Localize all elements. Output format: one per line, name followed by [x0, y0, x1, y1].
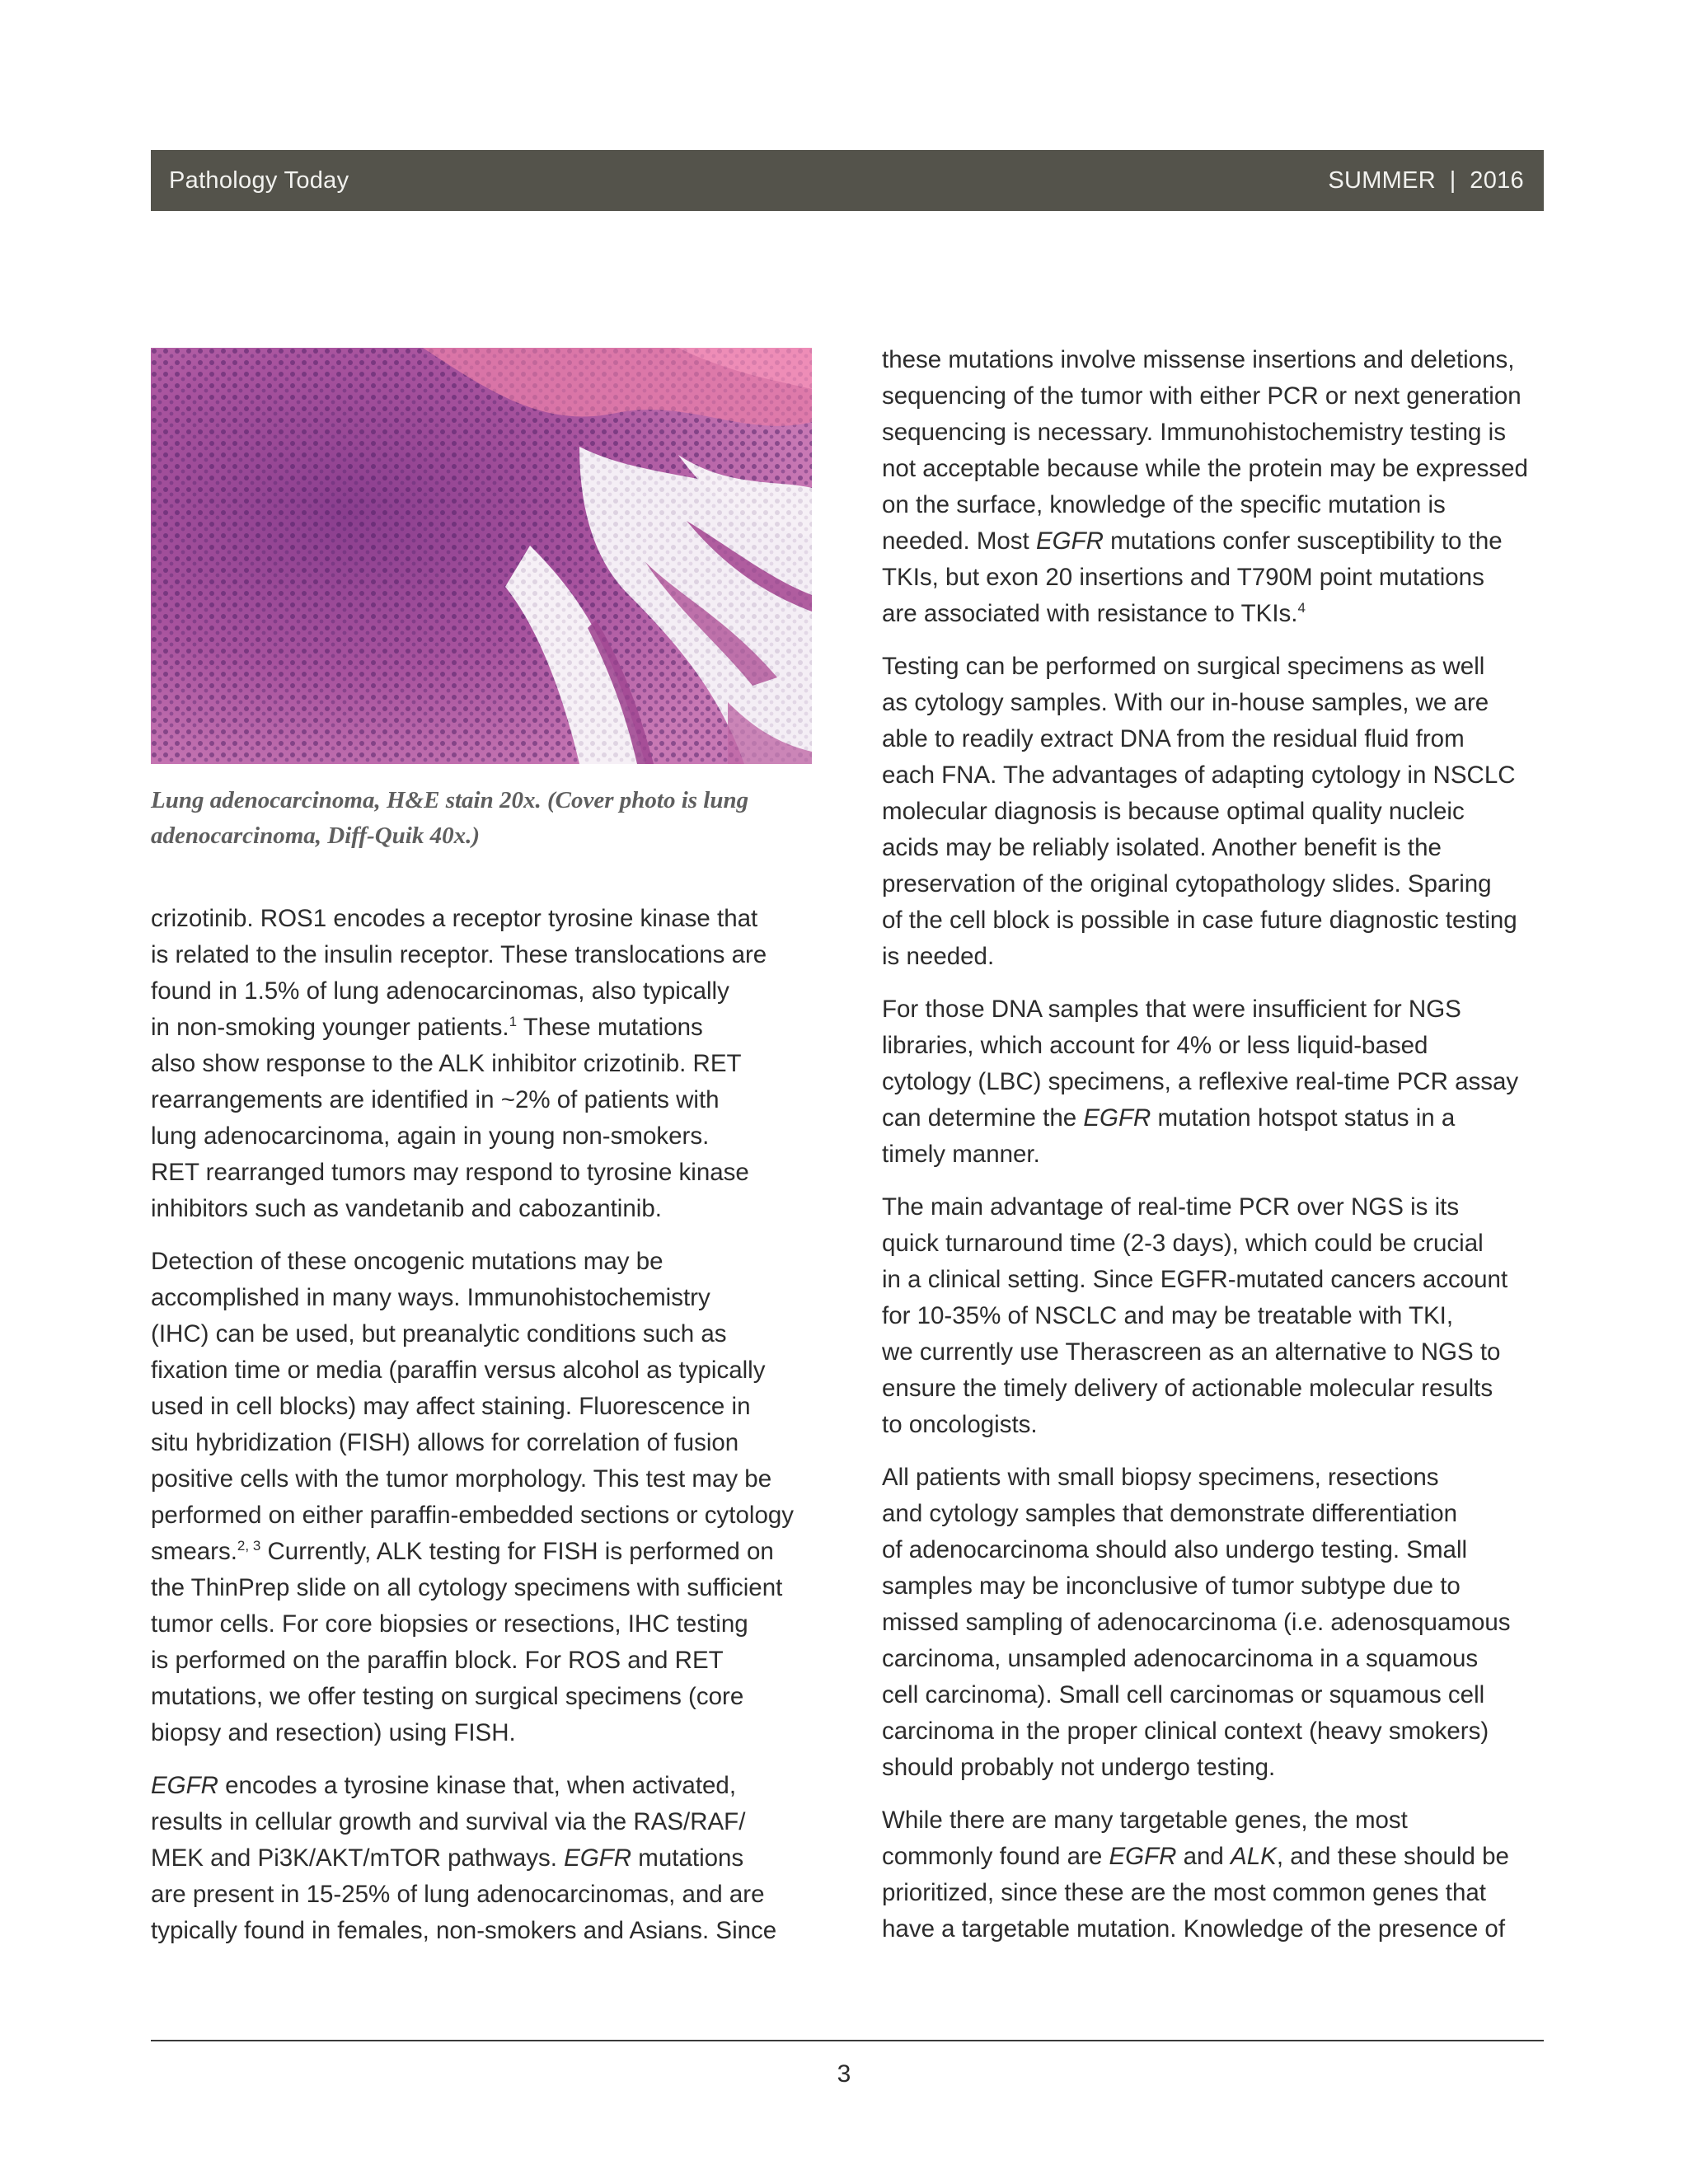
caption-line: Lung adenocarcinoma, H&E stain 20x. (Cover photo is lung — [151, 787, 749, 813]
publication-title: Pathology Today — [169, 166, 349, 194]
text-line: mutations, we offer testing on surgical specimens (core — [151, 1683, 744, 1710]
text-line: positive cells with the tumor morphology. This test may be — [151, 1465, 772, 1493]
text-line: situ hybridization (FISH) allows for correlation of fusion — [151, 1429, 739, 1456]
gene-name: EGFR — [1109, 1843, 1177, 1870]
text-line: sequencing is necessary. Immunohistochemistry testing is — [882, 419, 1506, 446]
paragraph-targetable-genes — [882, 1802, 1550, 1947]
text-line: have a targetable mutation. Knowledge of the presence of — [882, 1915, 1506, 1943]
citation-superscript: 1 — [509, 1014, 518, 1030]
text-line: RET rearranged tumors may respond to tyrosine kinase — [151, 1159, 749, 1186]
text-line: smears.$^{2, 3}$ Currently, ALK testing for FISH is performed on — [151, 1538, 774, 1565]
citation-superscript: 4 — [1297, 600, 1306, 616]
right-column — [882, 342, 1550, 1964]
text-line: commonly found are EGFR and ALK, and these should be — [882, 1843, 1509, 1870]
citation-superscript: 2, 3 — [237, 1538, 261, 1554]
text-line: While there are many targetable genes, the most — [882, 1807, 1408, 1834]
gene-name: EGFR — [564, 1844, 632, 1872]
text-line: are associated with resistance to TKIs.$^4$ — [882, 600, 1306, 627]
text-line: to oncologists. — [882, 1411, 1038, 1438]
page-number: 3 — [837, 2060, 851, 2088]
paragraph-pcr-advantage — [882, 1189, 1550, 1443]
running-header — [151, 150, 1544, 211]
text-line: in a clinical setting. Since EGFR-mutated cancers account — [882, 1266, 1508, 1293]
paragraph-ros1-ret — [151, 901, 818, 1227]
text-line: TKIs, but exon 20 insertions and T790M point mutations — [882, 564, 1484, 591]
text-line: acids may be reliably isolated. Another benefit is the — [882, 834, 1442, 861]
text-line: sequencing of the tumor with either PCR or next generation — [882, 382, 1522, 410]
text-line: typically found in females, non-smokers and Asians. Since — [151, 1917, 777, 1944]
text-line: Testing can be performed on surgical specimens as well — [882, 653, 1485, 680]
figure-caption — [151, 783, 812, 854]
text-line: are present in 15-25% of lung adenocarcinomas, and are — [151, 1881, 765, 1908]
text-line: of adenocarcinoma should also undergo testing. Small — [882, 1536, 1468, 1563]
text-line: able to readily extract DNA from the residual fluid from — [882, 725, 1465, 752]
text-line: tumor cells. For core biopsies or resections, IHC testing — [151, 1610, 748, 1638]
text-line: used in cell blocks) may affect staining. Fluorescence in — [151, 1393, 751, 1420]
text-line: not acceptable because while the protein may be expressed — [882, 455, 1528, 482]
histology-figure — [151, 348, 812, 764]
text-line: cytology (LBC) specimens, a reflexive real-time PCR assay — [882, 1068, 1519, 1095]
gene-name: EGFR — [1035, 527, 1104, 555]
text-line: For those DNA samples that were insufficient for NGS — [882, 996, 1461, 1023]
text-line: MEK and Pi3K/AKT/mTOR pathways. EGFR mutations — [151, 1844, 744, 1872]
paragraph-testing — [882, 649, 1550, 975]
text-line: for 10-35% of NSCLC and may be treatable with TKI, — [882, 1302, 1454, 1329]
text-line: can determine the EGFR mutation hotspot status in a — [882, 1104, 1456, 1132]
text-line: is related to the insulin receptor. These translocations are — [151, 941, 767, 968]
text-line: of the cell block is possible in case future diagnostic testing — [882, 907, 1517, 934]
text-line: quick turnaround time (2-3 days), which could be crucial — [882, 1230, 1484, 1257]
text-line: libraries, which account for 4% or less liquid-based — [882, 1032, 1428, 1059]
text-line: (IHC) can be used, but preanalytic conditions such as — [151, 1320, 727, 1347]
text-line: as cytology samples. With our in-house samples, we are — [882, 689, 1489, 716]
text-line: prioritized, since these are the most common genes that — [882, 1879, 1486, 1906]
issue-date: SUMMER | 2016 — [1328, 166, 1524, 194]
text-line: also show response to the ALK inhibitor crizotinib. RET — [151, 1050, 742, 1077]
text-line: cell carcinoma). Small cell carcinomas or squamous cell — [882, 1681, 1485, 1708]
text-line: The main advantage of real-time PCR over NGS is its — [882, 1193, 1460, 1221]
text-line: these mutations involve missense insertions and deletions, — [882, 346, 1515, 373]
text-line: rearrangements are identified in ~2% of patients with — [151, 1086, 720, 1113]
text-line: accomplished in many ways. Immunohistochemistry — [151, 1284, 710, 1311]
left-column — [151, 901, 818, 1966]
text-line: ensure the timely delivery of actionable molecular results — [882, 1375, 1493, 1402]
paragraph-detection — [151, 1244, 818, 1751]
text-line: we currently use Therascreen as an alternative to NGS to — [882, 1338, 1501, 1366]
paragraph-patients — [882, 1460, 1550, 1786]
text-line: inhibitors such as vandetanib and cabozantinib. — [151, 1195, 662, 1222]
text-line: in non-smoking younger patients.$^1$ These mutations — [151, 1014, 703, 1041]
text-line: carcinoma, unsampled adenocarcinoma in a squamous — [882, 1645, 1479, 1672]
text-line: carcinoma in the proper clinical context (heavy smokers) — [882, 1718, 1489, 1745]
text-line: All patients with small biopsy specimens, resections — [882, 1464, 1439, 1491]
text-line: timely manner. — [882, 1141, 1040, 1168]
text-line: preservation of the original cytopathology slides. Sparing — [882, 870, 1492, 898]
text-line: EGFR encodes a tyrosine kinase that, when activated, — [151, 1772, 737, 1799]
paragraph-egfr — [151, 1768, 818, 1949]
paragraph-dna-samples — [882, 991, 1550, 1173]
text-line: is performed on the paraffin block. For ROS and RET — [151, 1647, 724, 1674]
text-line: the ThinPrep slide on all cytology specimens with sufficient — [151, 1574, 783, 1601]
caption-line: adenocarcinoma, Diff-Quik 40x.) — [151, 823, 481, 849]
text-line: samples may be inconclusive of tumor subtype due to — [882, 1572, 1461, 1600]
footer-divider — [151, 2040, 1544, 2041]
histology-image — [151, 348, 812, 764]
text-line: on the surface, knowledge of the specific mutation is — [882, 491, 1446, 518]
gene-name: EGFR — [1083, 1104, 1151, 1132]
text-line: needed. Most EGFR mutations confer susceptibility to the — [882, 527, 1503, 555]
text-line: found in 1.5% of lung adenocarcinomas, also typically — [151, 977, 729, 1005]
text-line: should probably not undergo testing. — [882, 1754, 1276, 1781]
text-line: crizotinib. ROS1 encodes a receptor tyrosine kinase that — [151, 905, 758, 932]
text-line: and cytology samples that demonstrate differentiation — [882, 1500, 1458, 1527]
text-line: missed sampling of adenocarcinoma (i.e. adenosquamous — [882, 1609, 1511, 1636]
text-line: Detection of these oncogenic mutations may be — [151, 1248, 663, 1275]
text-line: molecular diagnosis is because optimal quality nucleic — [882, 798, 1465, 825]
paragraph-sequencing — [882, 342, 1550, 632]
text-line: results in cellular growth and survival via the RAS/RAF/ — [151, 1808, 746, 1835]
text-line: biopsy and resection) using FISH. — [151, 1719, 516, 1746]
text-line: performed on either paraffin-embedded sections or cytology — [151, 1502, 795, 1529]
text-line: lung adenocarcinoma, again in young non-smokers. — [151, 1122, 710, 1150]
text-line: fixation time or media (paraffin versus alcohol as typically — [151, 1357, 766, 1384]
gene-name: EGFR — [151, 1772, 218, 1799]
text-line: is needed. — [882, 943, 995, 970]
gene-name: ALK — [1231, 1843, 1277, 1870]
text-line: each FNA. The advantages of adapting cytology in NSCLC — [882, 762, 1516, 789]
